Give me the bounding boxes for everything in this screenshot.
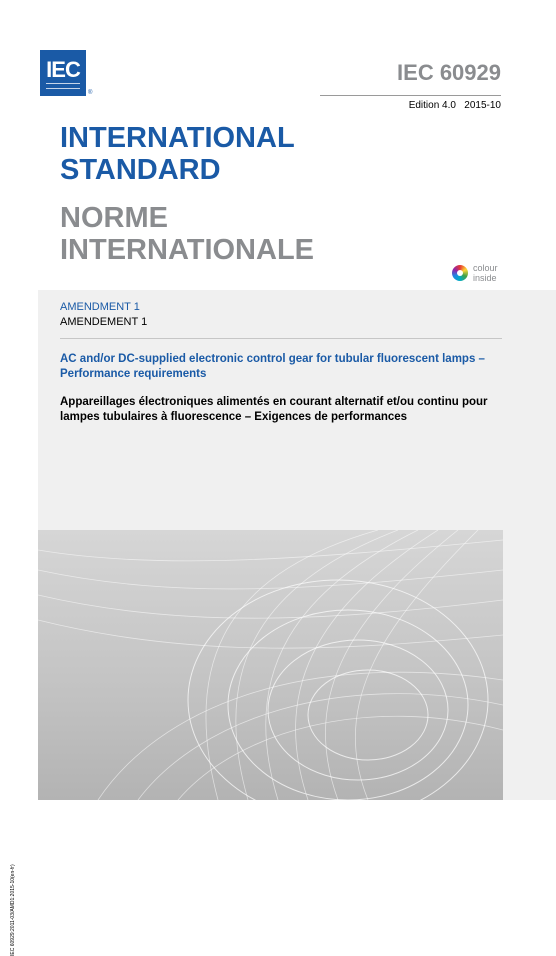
description-french: Appareillages électroniques alimentés en courant alternatif et/ou continu pour lampes tubulaires à fluorescence – Exigences de performances	[60, 396, 488, 423]
registered-mark-icon: ®	[88, 90, 93, 96]
title-french-line-2: INTERNATIONALE	[60, 234, 315, 266]
edition-info	[409, 100, 501, 111]
iec-logo	[40, 50, 86, 96]
amendment-french: AMENDEMENT 1	[60, 316, 148, 328]
colour-inside-badge	[452, 265, 512, 287]
colour-wheel-icon	[452, 265, 468, 281]
title-english	[60, 122, 500, 186]
logo-lines-decoration	[46, 83, 80, 89]
title-french-line-1: NORME	[60, 202, 168, 234]
amendment-english: AMENDMENT 1	[60, 301, 140, 313]
colour-inside-text	[473, 263, 498, 283]
description-english: AC and/or DC-supplied electronic control gear for tubular fluorescent lamps – Performance requirements	[60, 353, 485, 380]
header-divider	[320, 95, 501, 96]
side-reference	[10, 600, 23, 956]
colour-badge-line-2: inside	[473, 273, 497, 283]
side-reference-text: IEC 60929:2011-03/AMD1:2015-10(en-fr)	[10, 864, 16, 956]
logo-text: IEC	[46, 57, 80, 82]
title-english-line-2: STANDARD	[60, 154, 221, 186]
title-english-line-1: INTERNATIONAL	[60, 122, 295, 154]
title-french	[60, 202, 500, 266]
colour-badge-line-1: colour	[473, 263, 498, 273]
decorative-graphic	[38, 530, 503, 800]
edition-label: Edition 4.0	[408, 100, 456, 111]
panel-divider	[60, 338, 502, 339]
standard-number: IEC 60929	[397, 60, 501, 85]
decorative-curves	[38, 530, 503, 800]
edition-date: 2015-10	[464, 100, 501, 111]
